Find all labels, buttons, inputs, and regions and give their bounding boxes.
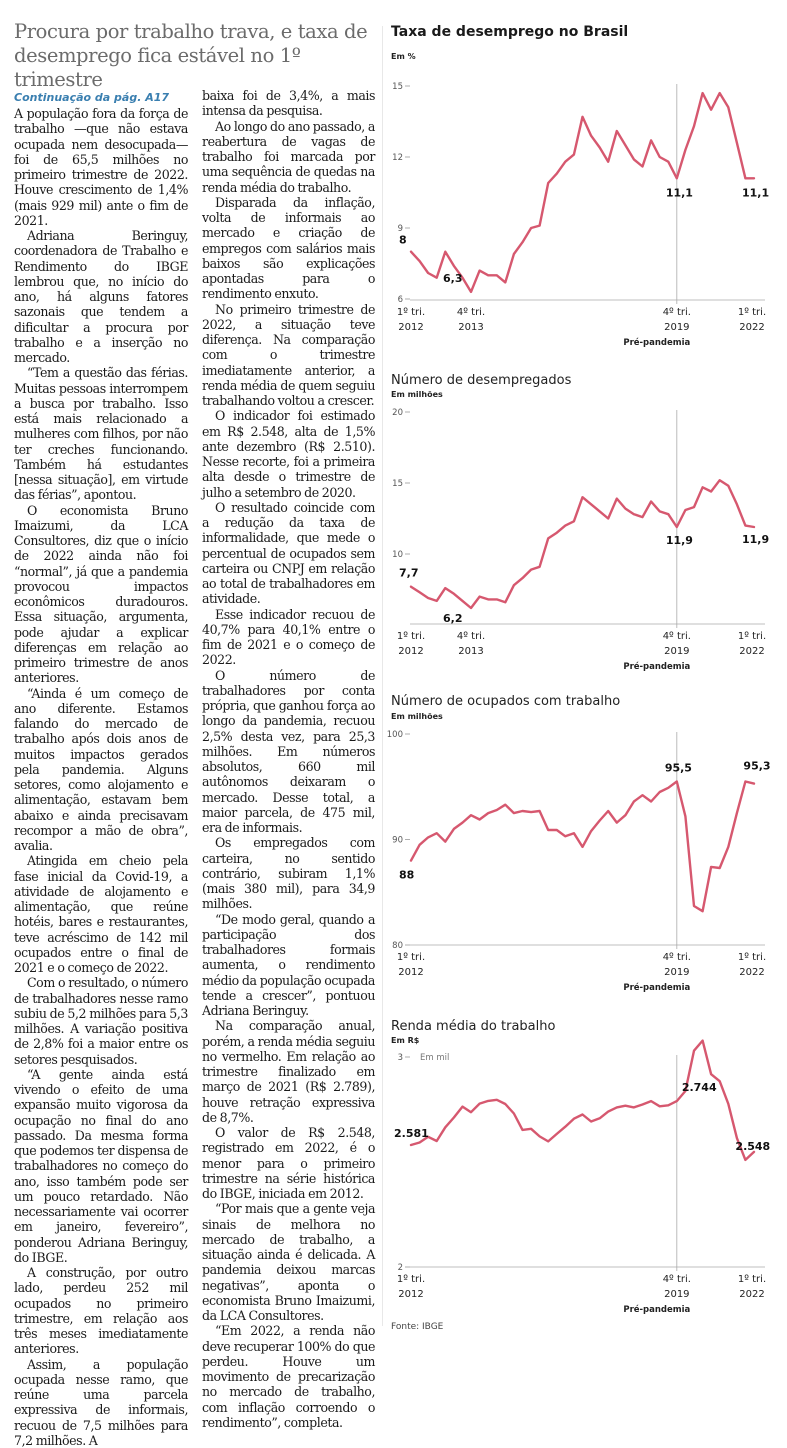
data-point [702,487,703,488]
data-point [693,1050,694,1051]
x-label-q4-2019-year: 2019 [664,646,689,657]
x-label-q4-2013-year: 2013 [458,322,483,333]
data-label: 88 [399,869,414,882]
data-point [668,161,669,162]
data-point [676,1101,677,1102]
data-point [410,1144,411,1145]
paragraph: “De modo geral, quando a participação dos trabalhadores formais aumenta, o rendimento médio da população ocupada tende a crescer”, pontuou Adriana Beringuy. [202,912,375,1019]
y-tick-label: 6 [398,295,403,305]
data-point [685,149,686,150]
x-label-q1-2022-year: 2022 [739,322,764,333]
data-point [728,846,729,847]
paragraph: “Por mais que a gente veja sinais de melhora no mercado de trabalho, a situação ainda é delicada. A pandemia deixou marcas negativas”, aponta o economista Bruno Imaizumi, da LCA Consultores. [202,1201,375,1323]
data-point [693,905,694,906]
data-point [668,787,669,788]
data-label: 95,3 [743,759,770,772]
x-label-q1-2012-top: 1º tri. [397,1274,425,1285]
x-label-q4-2019-top: 4º tri. [663,1274,691,1285]
data-point [736,1138,737,1139]
data-point [522,1129,523,1130]
y-tick-label: 9 [398,224,403,234]
article-column-1 [14,106,188,1448]
data-point [410,251,411,252]
data-point [539,566,540,567]
data-point [556,1133,557,1134]
paragraph: Ao longo do ano passado, a reabertura de vagas de trabalho foi marcada por uma sequência de quedas na renda média do trabalho. [202,119,375,195]
data-point [676,178,677,179]
data-point [625,1105,626,1106]
x-label-q1-2012-year: 2012 [398,322,423,333]
data-point [565,1126,566,1127]
data-point [728,1103,729,1104]
data-label: 2.744 [682,1081,717,1094]
data-point [479,270,480,271]
paragraph: “A gente ainda está vivendo o efeito de uma expansão muito vigorosa da ocupação no final do ano passado. Da mesma forma que podemos ter dispensa de trabalhadores no começo do ano, isso também pode ser um pouco retardado. Não necessariamente vai ocorrer em janeiro, fevereiro”, ponderou Adriana Beringuy, do IBGE. [14,1067,188,1265]
data-point [428,837,429,838]
data-point [556,829,557,830]
x-label-q1-2022-year: 2022 [739,646,764,657]
series-line [411,480,754,608]
x-label-q1-2022-top: 1º tri. [738,631,766,642]
data-point [719,867,720,868]
data-point [488,599,489,600]
data-point [470,1112,471,1113]
data-label: 11,9 [742,533,769,546]
data-point [462,822,463,823]
data-point [616,498,617,499]
data-point [582,497,583,498]
data-point [728,485,729,486]
data-point [419,844,420,845]
data-point [642,517,643,518]
data-point [496,599,497,600]
x-label-q4-2013-top: 4º tri. [457,631,485,642]
y-tick-label: 12 [392,153,403,163]
data-point [625,508,626,509]
chart-unit-2: Em milhões [391,390,443,399]
data-point [753,178,754,179]
data-point [539,810,540,811]
data-point [462,600,463,601]
data-point [428,597,429,598]
x-label-q1-2012-top: 1º tri. [397,631,425,642]
data-point [633,159,634,160]
data-point [685,509,686,510]
data-point [668,1105,669,1106]
data-point [505,282,506,283]
data-point [573,521,574,522]
y-tick-label: 2 [398,1263,403,1273]
data-point [599,820,600,821]
data-point [556,532,557,533]
data-point [676,781,677,782]
data-point [591,504,592,505]
data-point [453,593,454,594]
chart-title-3: Número de ocupados com trabalho [391,694,620,709]
data-point [625,145,626,146]
data-point [488,813,489,814]
data-point [591,831,592,832]
data-point [531,1128,532,1129]
data-point [693,507,694,508]
data-point [633,801,634,802]
paragraph: Os empregados com carteira, no sentido contrário, subiram 1,1% (mais 380 mil), para 34,9 milhões. [202,835,375,911]
data-point [488,275,489,276]
data-point [745,525,746,526]
data-point [719,93,720,94]
paragraph: Adriana Beringuy, coordenadora de Trabalho e Rendimento do IBGE lembrou que, no início do ano, há alguns fatores sazonais que tendem a dificultar a procura por trabalho e a inserção no mercado. [14,228,188,365]
source-note: Fonte: IBGE [391,1322,443,1332]
x-label-q1-2012-year: 2012 [398,967,423,978]
y-tick-label: 15 [392,82,403,92]
x-label-q4-2019-year: 2019 [664,322,689,333]
x-label-q1-2022-top: 1º tri. [738,1274,766,1285]
data-point [599,147,600,148]
y-tick-label: 20 [392,408,403,418]
data-point [702,911,703,912]
data-point [753,526,754,527]
data-point [736,142,737,143]
data-point [651,1101,652,1102]
data-point [436,600,437,601]
x-label-q4-2019-top: 4º tri. [663,952,691,963]
y-unit-note: Em mil [420,1053,449,1063]
paragraph: Na comparação anual, porém, a renda média seguiu no vermelho. Em relação ao trimestre finalizado em março de 2021 (R$ 2.789), houve retração expressiva de 8,7%. [202,1018,375,1125]
chart-unit-3: Em milhões [391,712,443,721]
data-point [659,511,660,512]
data-point [736,504,737,505]
paragraph: Atingida em cheio pela fase inicial da Covid-19, a atividade de alojamento e alimentação, que reúne hotéis, bares e restaurantes, teve acréscimo de 142 mil ocupados entre o final de 2021 e o começo de 2022. [14,853,188,975]
data-point [702,1040,703,1041]
data-point [513,253,514,254]
data-point [462,1106,463,1107]
series-line [411,1041,754,1160]
data-point [522,810,523,811]
paragraph: “Ainda é um começo de ano diferente. Estamos falando do mercado de trabalho após dois anos de muitos impactos gerados pela pandemia. Alguns setores, como alojamento e alimentação, estavam bem abaixo e ainda precisavam recompor a mão de obra”, avalia. [14,686,188,854]
data-point [539,225,540,226]
data-point [719,480,720,481]
data-point [582,846,583,847]
paragraph: O valor de R$ 2.548, registrado em 2022, é o menor para o primeiro trimestre na série histórica do IBGE, iniciada em 2012. [202,1125,375,1201]
data-point [445,841,446,842]
data-point [736,813,737,814]
data-point [753,783,754,784]
headline: Procura por trabalho trava, e taxa de desemprego fica estável no 1º trimestre [14,20,374,92]
data-label: 11,9 [666,534,693,547]
data-point [436,277,437,278]
data-label: 11,1 [742,186,769,199]
data-point [428,272,429,273]
data-point [745,1159,746,1160]
pre-pandemic-label: Pré-pandemia [623,1304,690,1315]
data-point [608,518,609,519]
average-income-chart [383,1044,787,1320]
continuation-note: Continuação da pág. A17 [14,91,169,104]
data-point [531,227,532,228]
x-label-q1-2012-top: 1º tri. [397,952,425,963]
data-point [608,1111,609,1112]
x-label-q1-2022-top: 1º tri. [738,952,766,963]
data-point [711,866,712,867]
data-label: 8 [399,234,407,247]
paragraph: No primeiro trimestre de 2022, a situação teve diferença. Na comparação com o trimestre imediatamente anterior, a renda média de quem seguiu trabalhando voltou a crescer. [202,302,375,409]
data-point [573,833,574,834]
x-label-q1-2012-year: 2012 [398,1289,423,1300]
data-point [711,1074,712,1075]
paragraph: Assim, a população ocupada nesse ramo, que reúne uma parcela expressiva de informais, recuou de 7,5 milhões para 7,2 milhões. A [14,1357,188,1448]
data-point [505,602,506,603]
series-line [411,93,754,292]
graphic-title: Taxa de desemprego no Brasil [391,24,628,40]
data-point [513,585,514,586]
data-label: 11,1 [666,186,693,199]
data-point [479,819,480,820]
data-point [410,860,411,861]
data-point [488,1100,489,1101]
chart-title-2: Número de desempregados [391,373,571,388]
data-point [565,161,566,162]
data-point [445,251,446,252]
y-tick-label: 100 [387,730,403,740]
data-point [531,569,532,570]
x-label-q4-2019-year: 2019 [664,1289,689,1300]
pre-pandemic-label: Pré-pandemia [623,661,690,672]
data-point [728,107,729,108]
data-point [419,261,420,262]
paragraph: “Em 2022, a renda não deve recuperar 100% do que perdeu. Houve um movimento de precarização no mercado de trabalho, com inflação corroendo o rendimento”, completa. [202,1323,375,1430]
data-point [573,1118,574,1119]
data-point [479,596,480,597]
data-point [616,130,617,131]
pre-pandemic-label: Pré-pandemia [623,337,690,348]
x-label-q4-2019-top: 4º tri. [663,307,691,318]
data-point [642,1104,643,1105]
paragraph: Com o resultado, o número de trabalhadores nesse ramo subiu de 5,2 milhões para 5,3 milhões. A variação positiva de 2,8% foi a maior entre os setores pesquisados. [14,975,188,1067]
data-point [445,588,446,589]
data-point [513,1113,514,1114]
data-point [659,156,660,157]
y-tick-label: 90 [392,836,403,846]
data-point [496,1099,497,1100]
data-point [522,242,523,243]
data-point [616,1107,617,1108]
data-label: 95,5 [665,761,692,774]
data-point [513,813,514,814]
data-point [582,116,583,117]
data-point [599,511,600,512]
y-tick-label: 80 [392,941,403,951]
data-point [711,109,712,110]
x-label-q4-2013-top: 4º tri. [457,307,485,318]
x-label-q1-2022-year: 2022 [739,967,764,978]
data-point [745,781,746,782]
x-label-q1-2022-year: 2022 [739,1289,764,1300]
data-point [608,810,609,811]
chart-title-4: Renda média do trabalho [391,1019,555,1034]
data-point [685,816,686,817]
data-point [548,182,549,183]
paragraph: O número de trabalhadores por conta própria, que ganhou força ao longo da pandemia, recuou 2,5% desta vez, para 25,3 milhões. Em números absolutos, 660 mil autônomos deixaram o mercado. Desse total, a maior parcela, de 475 mil, era de informais. [202,668,375,836]
data-point [548,1141,549,1142]
data-point [470,607,471,608]
data-point [556,173,557,174]
x-label-q4-2019-top: 4º tri. [663,631,691,642]
data-point [608,161,609,162]
data-label: 6,2 [443,612,463,625]
data-label: 2.581 [394,1127,429,1140]
data-point [496,275,497,276]
data-point [565,525,566,526]
data-point [419,592,420,593]
data-point [642,795,643,796]
x-label-q1-2012-top: 1º tri. [397,307,425,318]
data-point [470,815,471,816]
data-point [453,828,454,829]
data-point [522,578,523,579]
data-point [633,1107,634,1108]
data-point [470,291,471,292]
data-point [651,501,652,502]
data-point [591,1121,592,1122]
data-point [436,833,437,834]
data-point [651,140,652,141]
pre-pandemic-label: Pré-pandemia [623,982,690,993]
data-point [633,514,634,515]
y-tick-label: 3 [398,1053,403,1063]
data-point [548,829,549,830]
article-column-2 [202,88,375,1430]
data-point [548,538,549,539]
paragraph: O indicador foi estimado em R$ 2.548, alta de 1,5% ante dezembro (R$ 2.510). Nesse recorte, foi a primeira alta desde o trimestre de julho a setembro de 2020. [202,408,375,500]
data-point [711,491,712,492]
data-point [453,1117,454,1118]
data-point [573,154,574,155]
data-point [479,1103,480,1104]
data-label: 7,7 [399,567,419,580]
data-point [599,1118,600,1119]
paragraph: A construção, por outro lado, perdeu 252 mil ocupados no primeiro trimestre, em relação aos três meses imediatamente anteriores. [14,1265,188,1357]
data-point [565,836,566,837]
data-point [693,126,694,127]
data-point [659,791,660,792]
data-point [496,809,497,810]
y-tick-label: 10 [392,550,403,560]
paragraph: O economista Bruno Imaizumi, da LCA Consultores, diz que o início de 2022 ainda não foi “normal”, já que a pandemia provocou impactos econômicos duradouros. Essa situação, argumenta, pode ajudar a explicar diferenças em relação ao primeiro trimestre de anos anteriores. [14,503,188,686]
data-point [745,178,746,179]
paragraph: Esse indicador recuou de 40,7% para 40,1% entre o fim de 2021 e o começo de 2022. [202,607,375,668]
x-label-q1-2022-top: 1º tri. [738,307,766,318]
data-point [591,135,592,136]
data-point [651,801,652,802]
data-point [419,1142,420,1143]
paragraph: “Tem a questão das férias. Muitas pessoas interrompem a busca por trabalho. Isso está mais relacionado a mulheres com filhos, por não ter creches funcionando. Também há estudantes [nessa situação], em virtude das férias”, apontou. [14,365,188,502]
paragraph: A população fora da força de trabalho —que não estava ocupada nem desocupada— foi de 65,5 milhões no primeiro trimestre de 2022. Houve crescimento de 1,4% (mais 929 mil) ante o fim de 2021. [14,106,188,228]
unemployment-rate-chart [383,60,787,360]
data-point [616,822,617,823]
data-point [719,1081,720,1082]
paragraph: baixa foi de 3,4%, a mais intensa da pesquisa. [202,88,375,119]
chart-unit-4: Em R$ [391,1036,419,1045]
data-point [445,1127,446,1128]
unemployed-people-chart [383,398,787,688]
data-point [582,1114,583,1115]
data-point [668,514,669,515]
employed-people-chart [383,720,787,1010]
paragraph: O resultado coincide com a redução da taxa de informalidade, que mede o percentual de ocupados sem carteira ou CNPJ em relação ao total de trabalhadores em atividade. [202,500,375,607]
data-label: 2.548 [735,1140,770,1153]
data-point [625,815,626,816]
x-label-q4-2013-year: 2013 [458,646,483,657]
data-label: 6,3 [443,272,463,285]
y-tick-label: 15 [392,479,403,489]
data-point [702,93,703,94]
data-point [676,526,677,527]
x-label-q1-2012-year: 2012 [398,646,423,657]
data-point [531,812,532,813]
data-point [436,1140,437,1141]
data-point [642,166,643,167]
data-point [453,265,454,266]
data-point [539,1136,540,1137]
data-point [505,1103,506,1104]
chart-unit-1: Em % [391,52,416,61]
data-point [659,1106,660,1107]
paragraph: Disparada da inflação, volta de informais ao mercado e criação de empregos com salários mais baixos são explicações apontadas para o rendimento enxuto. [202,195,375,302]
data-point [410,586,411,587]
x-label-q4-2019-year: 2019 [664,967,689,978]
data-point [505,804,506,805]
